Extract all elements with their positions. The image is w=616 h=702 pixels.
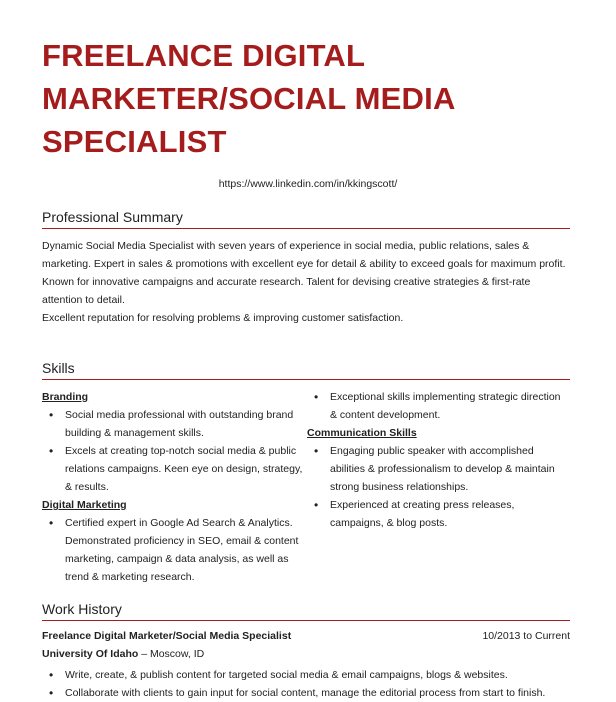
job-dates: 10/2013 to Current (482, 630, 570, 642)
skill-category-communication: Communication Skills (307, 427, 417, 439)
title-line-2: MARKETER/SOCIAL MEDIA (42, 81, 456, 116)
list-item: • Exceptional skills implementing strategic direction & content development. (307, 388, 570, 424)
job-location: – Moscow, ID (138, 648, 205, 660)
list-item: • Collaborate with clients to gain input for social content, manage the editorial process from start to finish. (42, 684, 582, 702)
work-heading: Work History (42, 601, 570, 621)
job-title: Freelance Digital Marketer/Social Media Specialist (42, 630, 292, 642)
summary-body (42, 237, 570, 327)
skills-heading: Skills (42, 360, 570, 380)
communication-list (307, 442, 570, 532)
resume-title (42, 34, 582, 163)
summary-paragraph: Excellent reputation for resolving problems & improving customer satisfaction. (42, 312, 404, 324)
summary-heading: Professional Summary (42, 209, 570, 229)
branding-list (42, 406, 307, 496)
list-item: • Write, create, & publish content for targeted social media & email campaigns, blogs & websites. (42, 666, 582, 684)
skill-category-digital-marketing: Digital Marketing (42, 499, 127, 511)
skills-right-column (307, 388, 570, 532)
strategy-list (307, 388, 570, 424)
summary-paragraph: Known for innovative campaigns and accurate research. Talent for devising creative strategies & first-rate attention to detail. (42, 276, 531, 306)
title-line-1: FREELANCE DIGITAL (42, 38, 366, 73)
company-name: University Of Idaho (42, 648, 139, 660)
title-line-3: SPECIALIST (42, 124, 227, 159)
contact-link[interactable]: https://www.linkedin.com/in/kkingscott/ (218, 178, 398, 190)
list-item: • Certified expert in Google Ad Search & Analytics. Demonstrated proficiency in SEO, email & content marketing, campaign & data analysis, as well as trend & marketing research. (42, 514, 307, 586)
skill-category-branding: Branding (42, 391, 89, 403)
list-item: • Experienced at creating press releases, campaigns, & blog posts. (307, 496, 570, 532)
job-duties-list (42, 666, 582, 702)
job-employer (42, 648, 204, 660)
list-item: • Excels at creating top-notch social media & public relations campaigns. Keen eye on design, strategy, & results. (42, 442, 307, 496)
digital-marketing-list (42, 514, 307, 586)
list-item: • Social media professional with outstanding brand building & management skills. (42, 406, 307, 442)
list-item: • Engaging public speaker with accomplished abilities & professionalism to develop & maintain strong business relationships. (307, 442, 570, 496)
summary-paragraph: Dynamic Social Media Specialist with seven years of experience in social media, public relations, sales & marketing. Expert in sales & promotions with excellent eye for detail & ability to exceed goals for maximum profit. (42, 240, 566, 270)
skills-left-column (42, 388, 307, 586)
